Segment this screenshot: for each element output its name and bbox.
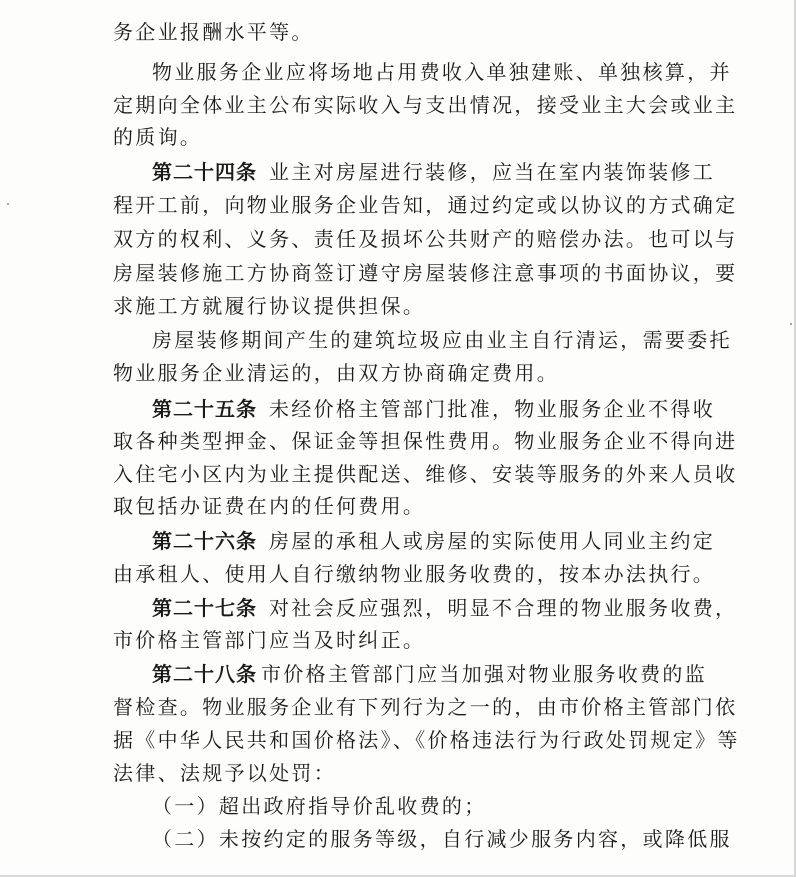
- article-heading: 第二十八条: [152, 662, 257, 686]
- list-item: （一）超出政府指导价乱收费的；: [152, 794, 487, 818]
- article-line: 第二十七条 对社会反应强烈，明显不合理的物业服务收费，: [152, 596, 738, 620]
- article-line: 第二十六条 房屋的承租人或房屋的实际使用人同业主约定: [152, 529, 715, 553]
- article-heading: 第二十七条: [152, 596, 257, 620]
- article-heading: 第二十四条: [152, 160, 257, 184]
- text-line: 物业服务企业应将场地占用费收入单独建账、单独核算，并: [152, 60, 732, 84]
- text-line: 双方的权利、义务、责任及损坏公共财产的赔偿办法。也可以与: [113, 227, 738, 251]
- text-line: 房屋装修施工方协商签订遵守房屋装修注意事项的书面协议，要: [113, 261, 738, 285]
- text-line: 定期向全体业主公布实际收入与支出情况，接受业主大会或业主: [113, 93, 738, 117]
- text-line: 督检查。物业服务企业有下列行为之一的，由市价格主管部门依: [113, 695, 738, 719]
- text-line: 取包括办证费在内的任何费用。: [113, 494, 426, 518]
- text-line: 取各种类型押金、保证金等担保性费用。物业服务企业不得向进: [113, 429, 738, 453]
- text-line: 程开工前，向物业服务企业告知，通过约定或以协议的方式确定: [113, 193, 738, 217]
- scan-speck: [790, 323, 792, 325]
- article-line: 第二十八条 市价格主管部门应当加强对物业服务收费的监: [152, 662, 707, 686]
- text-line: 入住宅小区内为业主提供配送、维修、安装等服务的外来人员收: [113, 462, 738, 486]
- text-line: 由承租人、使用人自行缴纳物业服务收费的，按本办法执行。: [113, 562, 716, 586]
- scan-speck: [7, 203, 9, 205]
- list-item: （二）未按约定的服务等级，自行减少服务内容，或降低服: [152, 827, 732, 851]
- text-line: 务企业报酬水平等。: [113, 20, 314, 44]
- text-line: 法律、法规予以处罚：: [113, 761, 336, 785]
- text-line: 物业服务企业清运的，由双方协商确定费用。: [113, 361, 559, 385]
- text-line: 的质询。: [113, 125, 203, 149]
- article-line: 第二十五条 未经价格主管部门批准，物业服务企业不得收: [152, 397, 715, 421]
- article-heading: 第二十六条: [152, 529, 257, 553]
- article-heading: 第二十五条: [152, 397, 257, 421]
- text-line: 求施工方就履行协议提供担保。: [113, 294, 426, 318]
- article-line: 第二十四条 业主对房屋进行装修，应当在室内装饰装修工: [152, 160, 715, 184]
- text-line: 房屋装修期间产生的建筑垃圾应由业主自行清运，需要委托: [152, 328, 732, 352]
- text-line: 市价格主管部门应当及时纠正。: [113, 628, 426, 652]
- text-line: 据《中华人民共和国价格法》、《价格违法行为行政处罚规定》等: [113, 728, 740, 752]
